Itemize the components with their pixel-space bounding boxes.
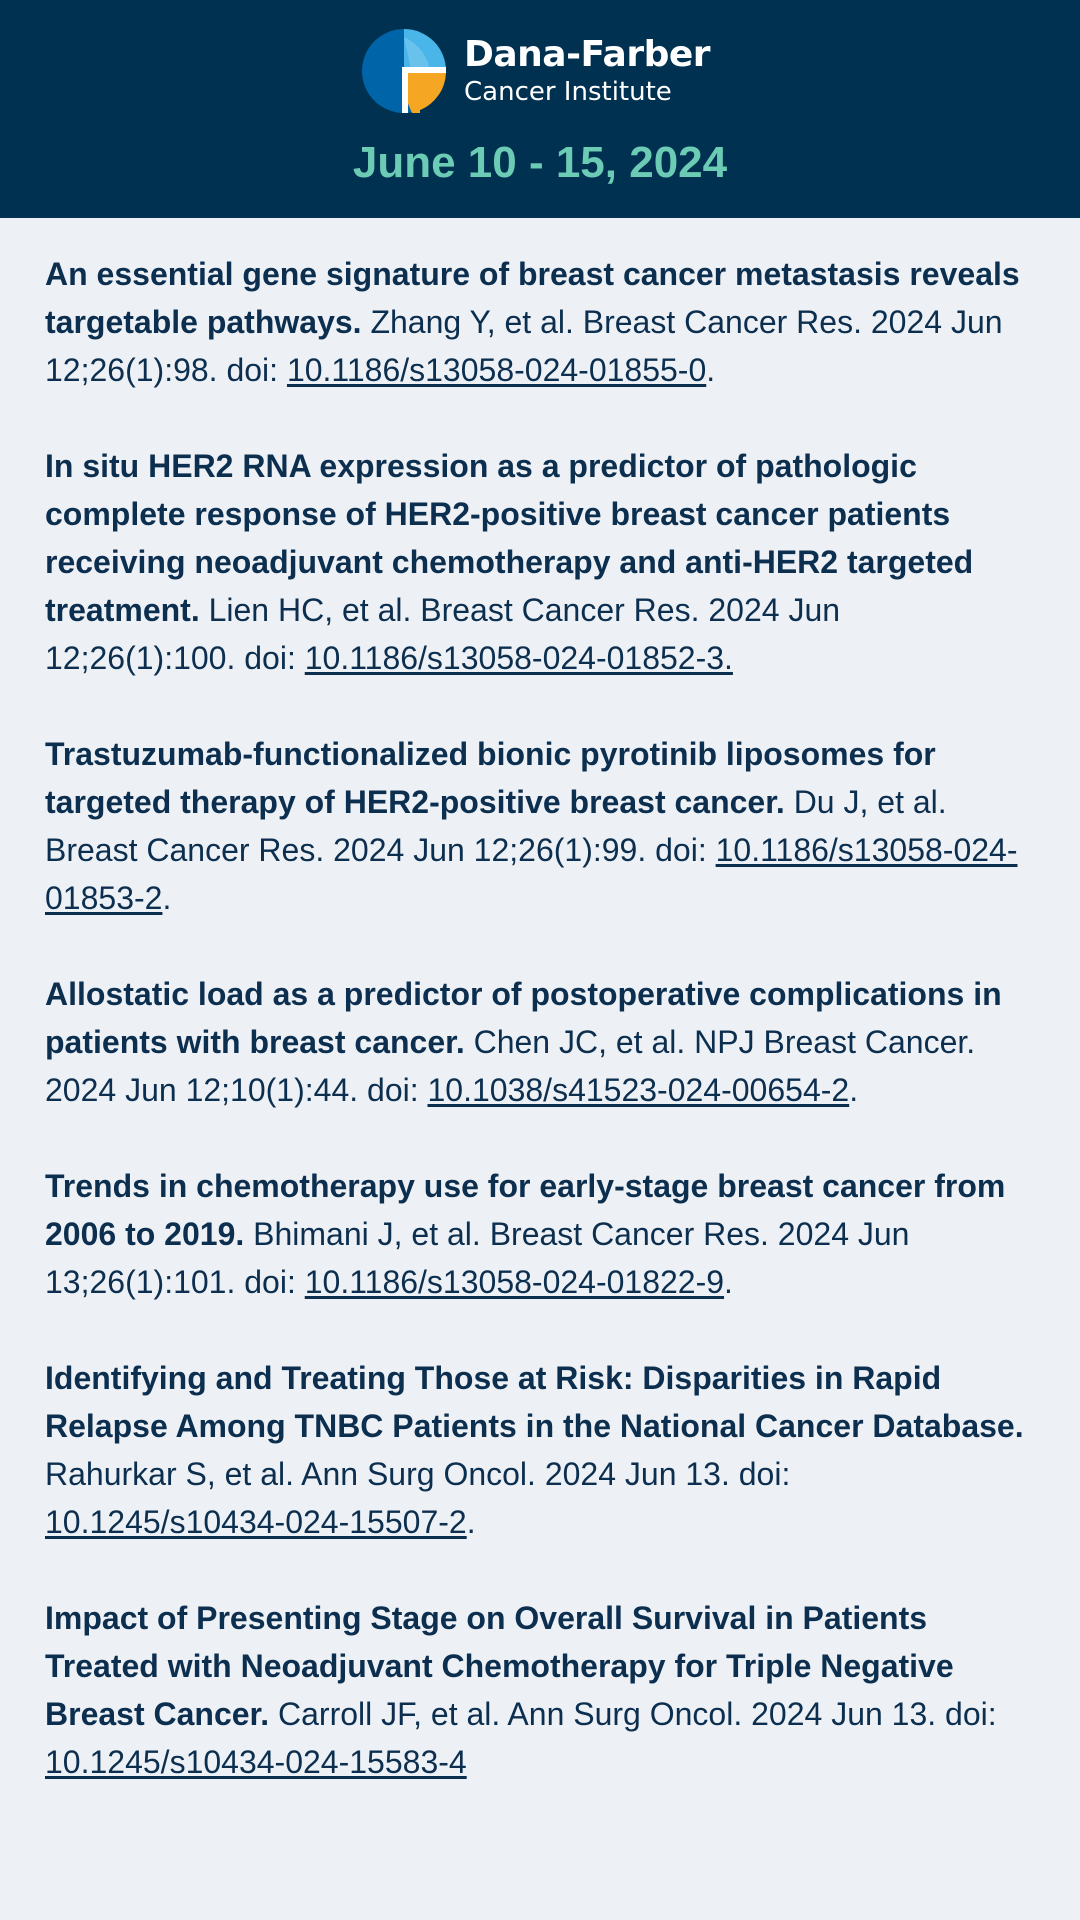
doi-link[interactable]: 10.1245/s10434-024-15583-4 [45,1744,467,1780]
citation-tail: . [849,1072,859,1108]
citation-details: Bhimani J, et al. Breast Cancer Res. 2024 Jun 13;26(1):101. doi: [45,1216,910,1300]
citation-item [45,1594,1035,1786]
doi-link[interactable]: 10.1186/s13058-024-01853-2 [45,832,1018,916]
citation-details: Du J, et al. Breast Cancer Res. 2024 Jun 12;26(1):99. doi: [45,784,947,868]
citation-item [45,250,1035,394]
logo-name: Dana-Farber [464,34,711,75]
doi-link[interactable]: 10.1186/s13058-024-01822-9 [304,1264,725,1300]
doi-link[interactable]: 10.1186/s13058-024-01852-3. [304,640,733,676]
citation-title: Identifying and Treating Those at Risk: Disparities in Rapid Relapse Among TNBC Patients in the National Cancer Database. [45,1360,1024,1444]
citation-tail: . [706,352,716,388]
citation-title: Impact of Presenting Stage on Overall Survival in Patients Treated with Neoadjuvant Chemotherapy for Triple Negative Breast Cancer. [45,1600,954,1732]
citation-item [45,1162,1035,1306]
citation-tail: . [724,1264,733,1300]
logo-subtitle: Cancer Institute [464,77,672,107]
citation-details: Rahurkar S, et al. Ann Surg Oncol. 2024 Jun 13. doi: [45,1456,791,1492]
citation-item [45,442,1035,682]
citation-details: Carroll JF, et al. Ann Surg Oncol. 2024 Jun 13. doi: [269,1696,997,1732]
citation-title: Allostatic load as a predictor of postoperative complications in patients with breast cancer. [45,976,1002,1060]
doi-link[interactable]: 10.1245/s10434-024-15507-2 [45,1504,467,1540]
citation-tail: . [466,1504,476,1540]
citation-details: Chen JC, et al. NPJ Breast Cancer. 2024 Jun 12;10(1):44. doi: [45,1024,976,1108]
citation-tail: . [162,880,172,916]
citation-item [45,1354,1035,1546]
citation-item [45,730,1035,922]
doi-link[interactable]: 10.1186/s13058-024-01855-0 [286,352,707,388]
date-range: June 10 - 15, 2024 [352,138,728,187]
citation-title: Trastuzumab-functionalized bionic pyrotinib liposomes for targeted therapy of HER2-positive breast cancer. [45,736,936,820]
citation-details: Lien HC, et al. Breast Cancer Res. 2024 Jun 12;26(1):100. doi: [45,592,841,676]
citation-details: Zhang Y, et al. Breast Cancer Res. 2024 Jun 12;26(1):98. doi: [45,304,1003,388]
citation-title: Trends in chemotherapy use for early-stage breast cancer from 2006 to 2019. [45,1168,1006,1252]
citation-title: In situ HER2 RNA expression as a predictor of pathologic complete response of HER2-positive breast cancer patients receiving neoadjuvant chemotherapy and anti-HER2 targeted treatment. [45,448,974,628]
citation-item [45,970,1035,1114]
doi-link[interactable]: 10.1038/s41523-024-00654-2 [427,1072,850,1108]
citation-title: An essential gene signature of breast cancer metastasis reveals targetable pathways. [45,256,1020,340]
